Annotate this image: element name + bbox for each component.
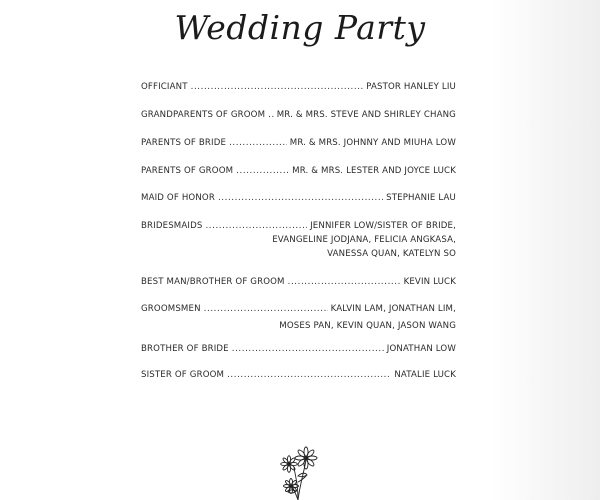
role-label: GRANDPARENTS OF GROOM (141, 110, 266, 120)
person-name: MR. & MRS. LESTER AND JOYCE LUCK (292, 166, 456, 176)
dot-leader (236, 166, 289, 176)
role-label: BEST MAN/BROTHER OF GROOM (141, 277, 285, 287)
person-name-continued: MOSES PAN, KEVIN QUAN, JASON WANG (279, 321, 456, 331)
role-label: PARENTS OF GROOM (141, 166, 234, 176)
list-item (141, 370, 456, 380)
person-name: NATALIE LUCK (394, 370, 456, 380)
dot-leader (218, 193, 383, 203)
page-title: Wedding Party (174, 8, 426, 47)
dot-leader (227, 370, 391, 380)
role-label: OFFICIANT (141, 82, 188, 92)
person-name: JONATHAN LOW (386, 344, 456, 354)
dot-leader (229, 138, 287, 148)
person-name: MR. & MRS. JOHNNY AND MIUHA LOW (289, 138, 456, 148)
list-item (141, 304, 456, 331)
page-shadow (490, 0, 600, 500)
dot-leader (268, 110, 274, 120)
dot-leader (288, 277, 401, 287)
list-item (141, 344, 456, 354)
role-label: GROOMSMEN (141, 304, 201, 314)
dot-leader (204, 304, 328, 314)
role-label: MAID OF HONOR (141, 193, 215, 203)
role-label: PARENTS OF BRIDE (141, 138, 227, 148)
role-label: SISTER OF GROOM (141, 370, 225, 380)
list-item (141, 82, 456, 92)
person-name-continued: VANESSA QUAN, KATELYN SO (327, 249, 456, 259)
role-label: BRIDESMAIDS (141, 221, 203, 231)
list-item (141, 110, 456, 120)
role-label: BROTHER OF BRIDE (141, 344, 229, 354)
list-item (141, 138, 456, 148)
person-name: PASTOR HANLEY LIU (366, 82, 456, 92)
list-item (141, 277, 456, 287)
list-item (141, 193, 456, 203)
person-name: KEVIN LUCK (403, 277, 456, 287)
list-item (141, 166, 456, 176)
person-name: JENNIFER LOW/SISTER OF BRIDE, (310, 221, 456, 231)
dot-leader (191, 82, 364, 92)
list-item (141, 221, 456, 259)
dot-leader (232, 344, 384, 354)
flower-icon (276, 446, 324, 500)
person-name-continued: EVANGELINE JODJANA, FELICIA ANGKASA, (272, 235, 456, 245)
person-name: KALVIN LAM, JONATHAN LIM, (330, 304, 456, 314)
person-name: STEPHANIE LAU (386, 193, 456, 203)
dot-leader (205, 221, 307, 231)
person-name: MR. & MRS. STEVE AND SHIRLEY CHANG (276, 110, 456, 120)
